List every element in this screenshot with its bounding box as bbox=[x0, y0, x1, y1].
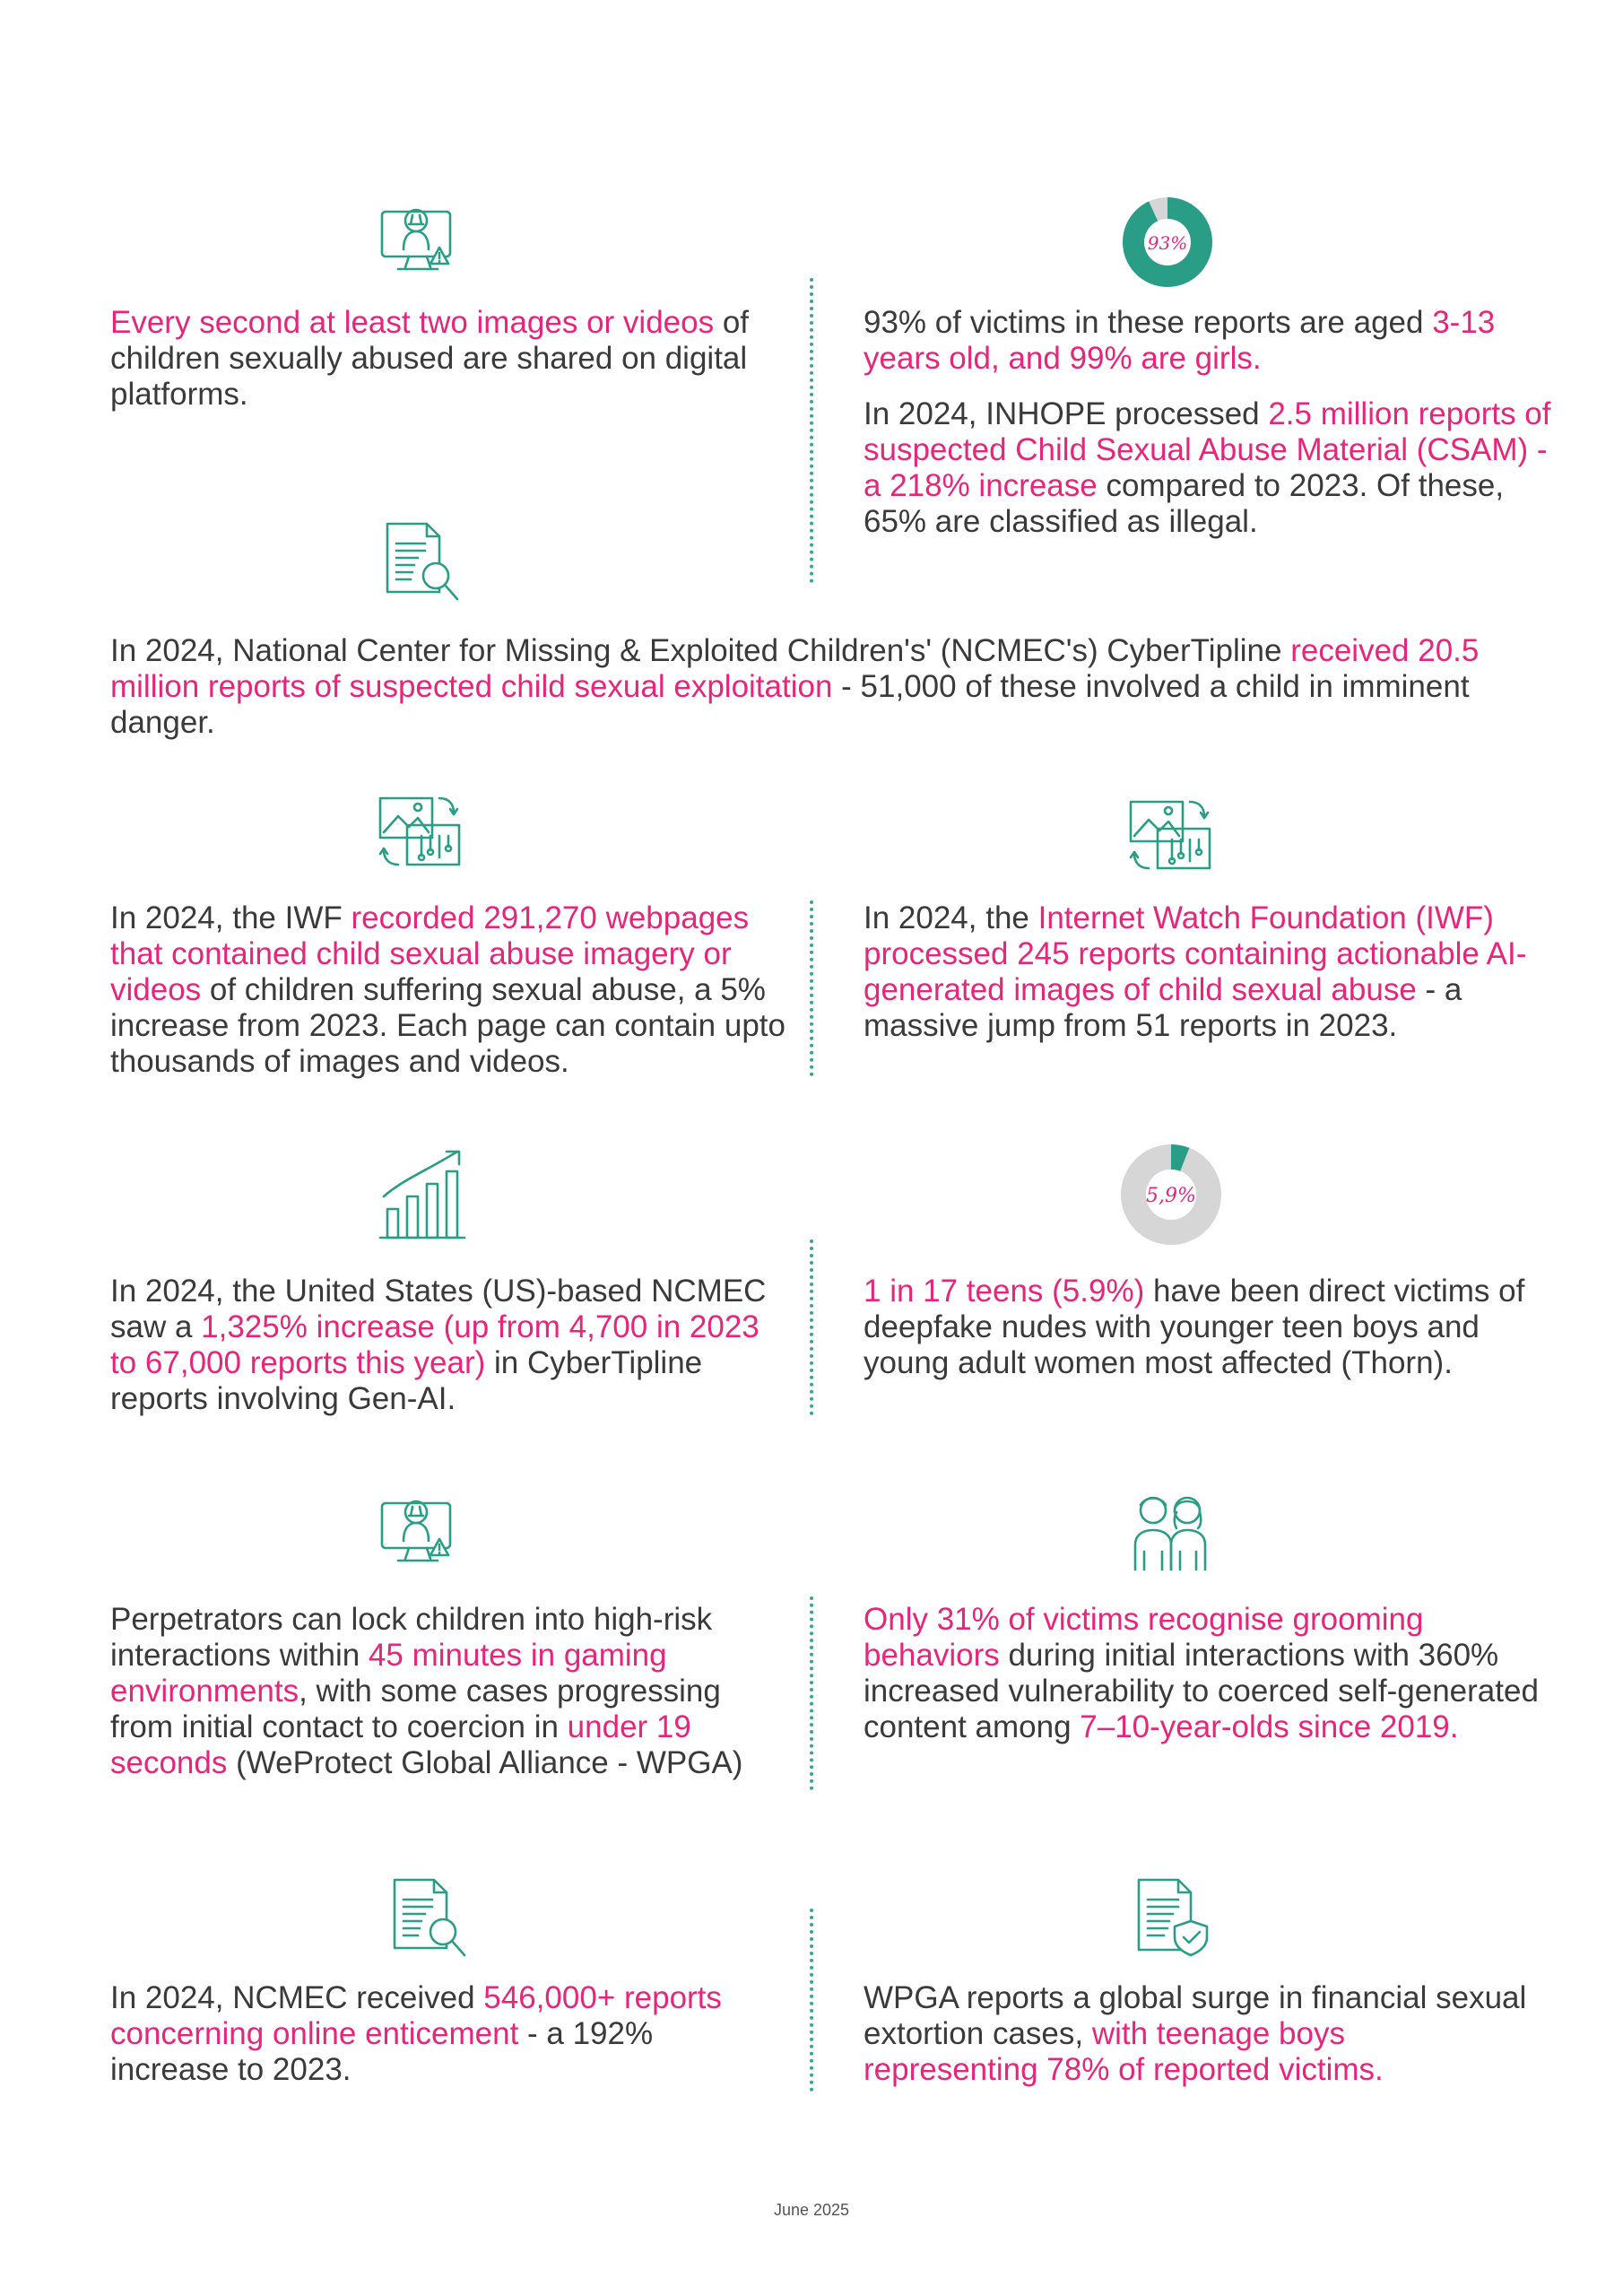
donut-label: 93% bbox=[1147, 232, 1188, 254]
stat-iwf-webpages: In 2024, the IWF recorded 291,270 webpages that contained child sexual abuse imagery or videos of children suffering sexual abuse, a 5% increase from 2023. Each page can contain upto thousands of images and videos. bbox=[110, 900, 785, 1079]
column-divider bbox=[810, 1239, 813, 1415]
stat-sextortion: WPGA reports a global surge in financial sexual extortion cases, with teenage boys representing 78% of reported victims. bbox=[864, 1980, 1527, 2087]
document-search-icon bbox=[387, 1873, 470, 1959]
stat-images-shared: Every second at least two images or videos of children sexually abused are shared on digital platforms. bbox=[110, 305, 750, 412]
donut-label: 5,9% bbox=[1146, 1185, 1196, 1207]
stat-iwf-ai-reports: In 2024, the Internet Watch Foundation (IWF) processed 245 reports containing actionable AI-generated images of child sexual abuse - a massive jump from 51 reports in 2023. bbox=[864, 900, 1527, 1043]
stat-inhope-reports: In 2024, INHOPE processed 2.5 million reports of suspected Child Sexual Abuse Material (CSAM) - a 218% increase compared to 2023. Of these, 65% are classified as illegal. bbox=[864, 396, 1551, 539]
stat-ncmec-cybertipline: In 2024, National Center for Missing & Exploited Children's' (NCMEC's) CyberTipline received 20.5 million reports of suspected child sexual exploitation - 51,000 of these involved a child in imminent danger. bbox=[110, 633, 1480, 740]
column-divider bbox=[810, 278, 813, 583]
column-divider bbox=[810, 1596, 813, 1790]
hacker-monitor-warning-icon bbox=[377, 199, 459, 282]
growth-bar-chart-icon bbox=[375, 1144, 468, 1243]
stat-deepfake-teens: 1 in 17 teens (5.9%) have been direct victims of deepfake nudes with younger teen boys and young adult women most affected (Thorn). bbox=[864, 1274, 1525, 1380]
footer-date: June 2025 bbox=[773, 2201, 850, 2219]
column-divider bbox=[810, 900, 813, 1076]
stat-victim-age: 93% of victims in these reports are aged 3-13 years old, and 99% are girls. bbox=[864, 305, 1496, 376]
image-circuit-icon bbox=[1127, 796, 1213, 874]
children-icon bbox=[1130, 1489, 1212, 1575]
document-shield-icon bbox=[1132, 1871, 1218, 1959]
stat-gaming-grooming: Perpetrators can lock children into high-risk interactions within 45 minutes in gaming environments, with some cases progressing from initial contact to coercion in under 19 seconds (WeProtect Global Alliance - WPGA) bbox=[110, 1602, 743, 1780]
stat-online-enticement: In 2024, NCMEC received 546,000+ reports concerning online enticement - a 192% increase to 2023. bbox=[110, 1980, 722, 2087]
column-divider bbox=[810, 1909, 813, 2092]
stat-ncmec-genai: In 2024, the United States (US)-based NCMEC saw a 1,325% increase (up from 4,700 in 2023 to 67,000 reports this year) in CyberTipline reports involving Gen-AI. bbox=[110, 1274, 767, 1416]
document-search-icon bbox=[380, 517, 463, 603]
stat-grooming-recognition: Only 31% of victims recognise grooming behaviors during initial interactions with 360% increased vulnerability to coerced self-generated content among 7–10-year-olds since 2019. bbox=[864, 1602, 1539, 1744]
percentage-donut-icon bbox=[1121, 196, 1214, 289]
hacker-monitor-warning-icon bbox=[377, 1491, 459, 1573]
percentage-donut-icon bbox=[1121, 1144, 1221, 1245]
image-circuit-icon bbox=[377, 793, 463, 870]
